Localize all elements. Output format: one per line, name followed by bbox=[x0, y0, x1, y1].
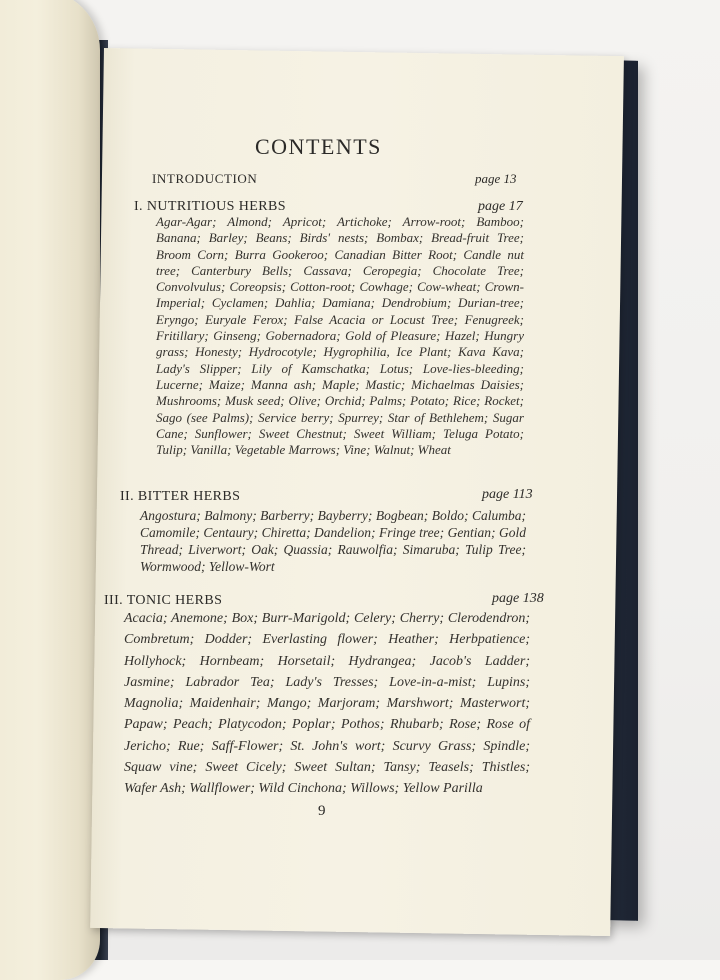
section-page-ref: page 17 bbox=[478, 199, 523, 214]
introduction-page-ref: page 13 bbox=[475, 171, 517, 186]
section-page-ref: page 138 bbox=[492, 591, 544, 606]
section-heading: III. TONIC HERBS bbox=[104, 593, 223, 608]
section-page-ref: page 113 bbox=[482, 487, 533, 502]
contents-page bbox=[104, 0, 630, 960]
left-page-curl bbox=[0, 0, 100, 980]
page-number: 9 bbox=[318, 803, 326, 819]
section-entries: Acacia; Anemone; Box; Burr-Marigold; Celery; Cherry; Clerodendron; Combretum; Dodder; Everlasting flower; Heather; Herbpatience; Hollyhock; Hornbeam; Horsetail; Hydrangea; Jacob's Ladder; Jasmine; Labrador Tea; Lady's Tresses; Love-in-a-mist; Lupins; Magnolia; Maidenhair; Mango; Marjoram; Marshwort; Masterwort; Papaw; Peach; Platycodon; Poplar; Pothos; Rhubarb; Rose; Rose of Jericho; Rue; Saff-Flower; St. John's wort; Scurvy Grass; Spindle; Squaw vine; Sweet Cicely; Sweet Sultan; Tansy; Teasels; Thistles; Wafer Ash; Wallflower; Wild Cinchona; Willows; Yellow Parilla bbox=[124, 611, 530, 797]
section-entries: Agar-Agar; Almond; Apricot; Artichoke; Arrow-root; Bamboo; Banana; Barley; Beans; Birds' nests; Bombax; Bread-fruit Tree; Broom Corn; Burra Gookeroo; Canadian Bitter Root; Candle nut tree; Canterbury Bells; Cassava; Ceropegia; Chocolate Tree; Convolvulus; Coreopsis; Cotton-root; Cowhage; Cow-wheat; Crown-Imperial; Cyclamen; Dahlia; Damiana; Dendrobium; Durian-tree; Eryngo; Euryale Ferox; False Acacia or Locust Tree; Fenugreek; Fritillary; Ginseng; Gobernadora; Gold of Pleasure; Hazel; Hungry grass; Honesty; Hydrocotyle; Hygrophilia, Ice Plant; Kava Kava; Lady's Slipper; Lily of Kamschatka; Lotus; Love-lies-bleeding; Lucerne; Maize; Manna ash; Maple; Mastic; Michaelmas Daisies; Mushrooms; Musk seed; Olive; Orchid; Palms; Potato; Rice; Rocket; Sago (see Palms); Service berry; Spurrey; Star of Bethlehem; Sugar Cane; Sunflower; Sweet Chestnut; Sweet William; Teluga Potato; Tulip; Vanilla; Vegetable Marrows; Vine; Walnut; Wheat bbox=[156, 214, 524, 458]
section-heading: I. NUTRITIOUS HERBS bbox=[134, 199, 286, 214]
section-entries: Angostura; Balmony; Barberry; Bayberry; Bogbean; Boldo; Calumba; Camomile; Centaury; Chiretta; Dandelion; Fringe tree; Gentian; Gold Thread; Liverwort; Oak; Quassia; Rauwolfia; Simaruba; Tulip Tree; Wormwood; Yellow-Wort bbox=[140, 508, 526, 574]
introduction-label: INTRODUCTION bbox=[152, 171, 258, 186]
section-heading: II. BITTER HERBS bbox=[120, 489, 241, 504]
page-title: CONTENTS bbox=[255, 134, 382, 159]
